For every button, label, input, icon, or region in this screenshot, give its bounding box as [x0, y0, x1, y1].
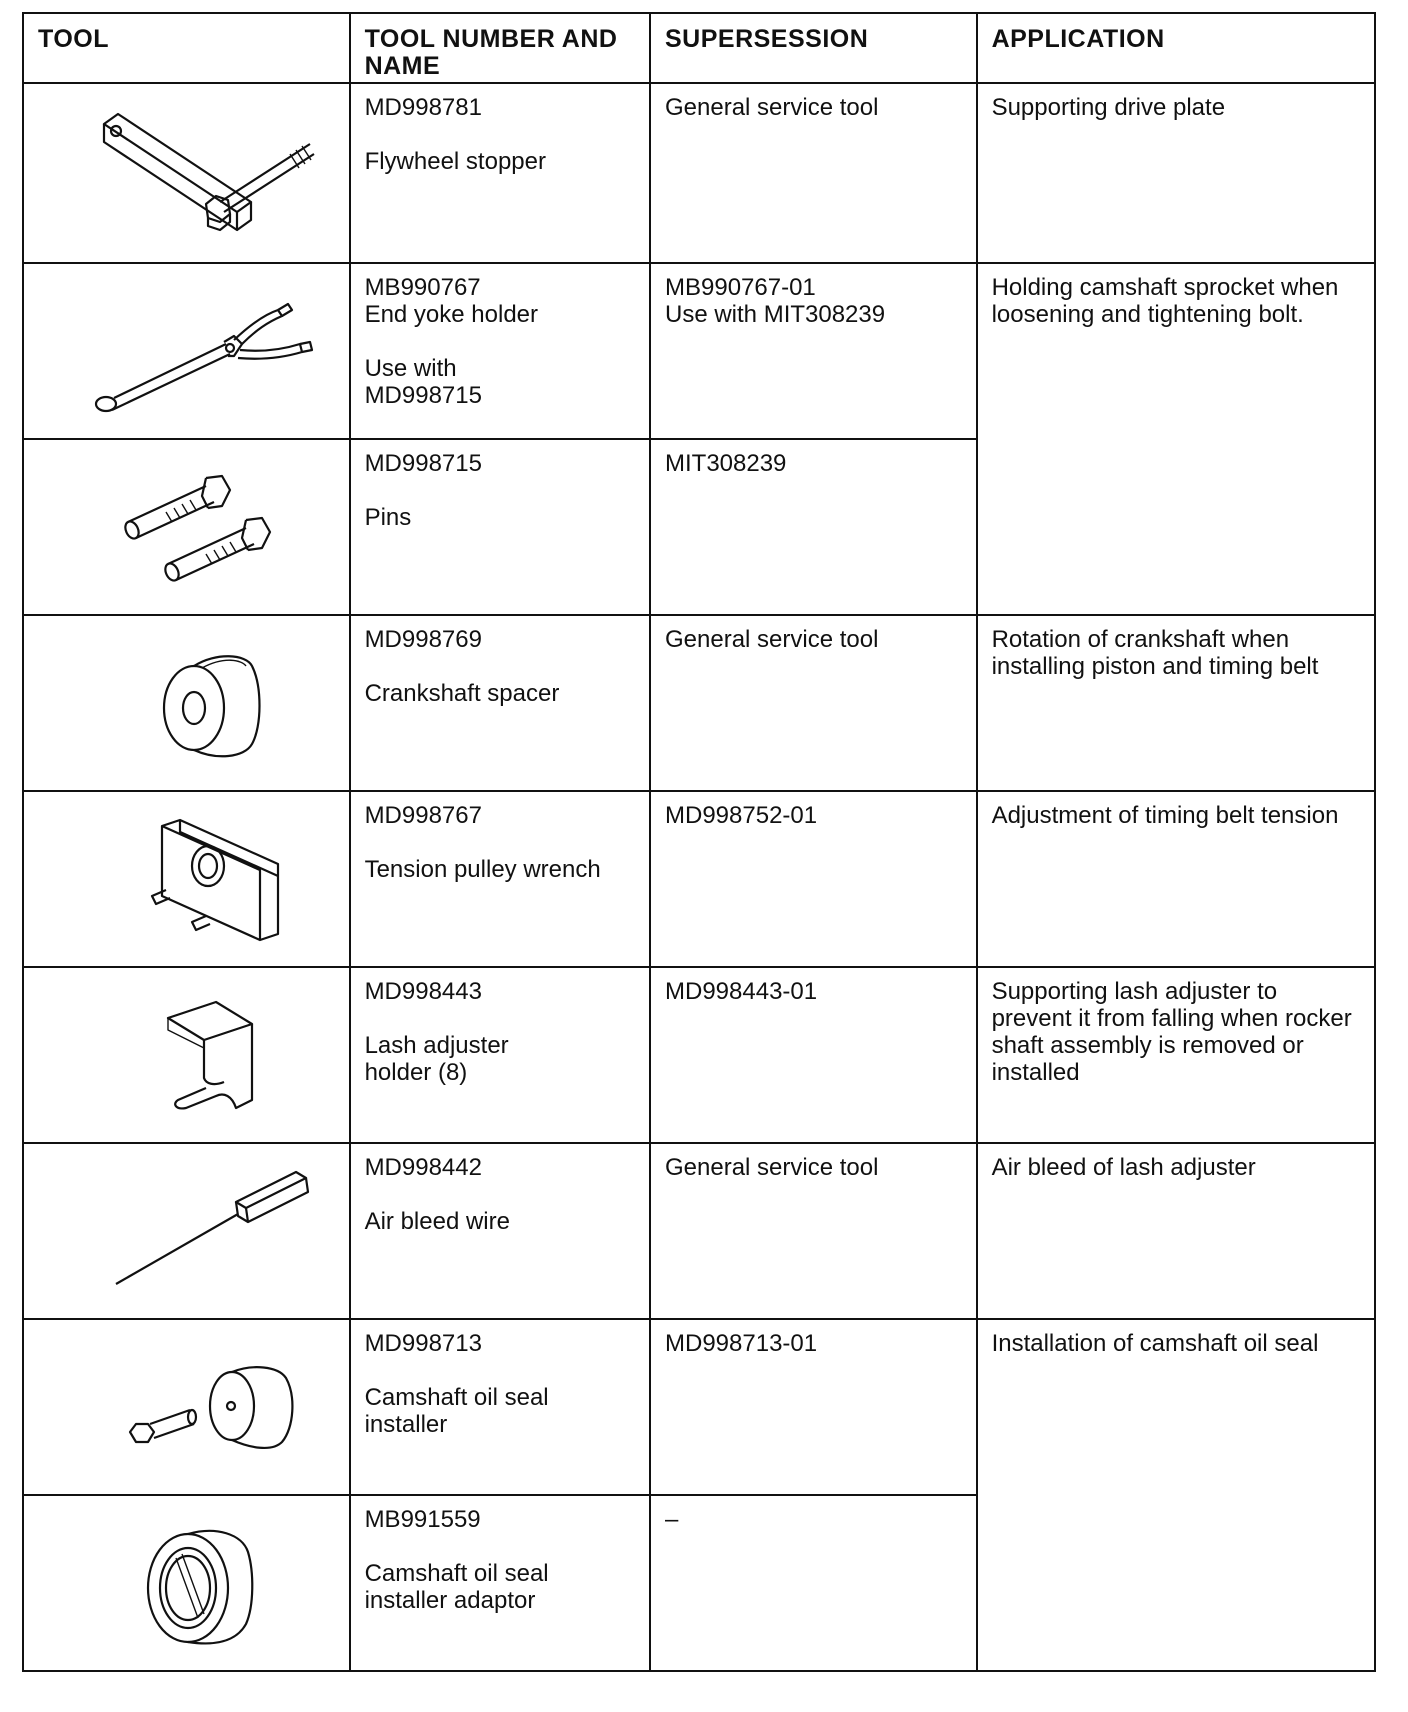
tool-image-cell [23, 83, 350, 263]
tool-number-name-cell [350, 439, 650, 615]
supersession-note: Use with MIT308239 [665, 301, 886, 328]
table-row [23, 615, 1375, 791]
tool-number-name-cell [350, 791, 650, 967]
tool-image-cell [23, 967, 350, 1143]
supersession-number: MB990767-01 [665, 274, 816, 301]
tool-name: Air bleed wire [364, 1208, 510, 1235]
tool-number: MD998442 [364, 1154, 482, 1181]
tool-number: MD998781 [364, 94, 482, 121]
supersession-cell [650, 263, 977, 439]
tool-number-name-cell [350, 615, 650, 791]
tool-image-cell [23, 791, 350, 967]
application-cell: Air bleed of lash adjuster [977, 1143, 1375, 1319]
supersession-cell: MD998752-01 [650, 791, 977, 967]
tool-number: MD998769 [364, 626, 482, 653]
tool-number-name-cell [350, 1495, 650, 1671]
header-supersession: SUPERSESSION [650, 13, 977, 83]
flywheel-stopper-icon [56, 84, 316, 254]
supersession-cell: General service tool [650, 615, 977, 791]
end-yoke-holder-icon [56, 264, 316, 434]
tool-name: Camshaft oil seal installer adaptor [364, 1560, 549, 1614]
tool-name: Flywheel stopper [364, 148, 546, 175]
tool-image-cell [23, 615, 350, 791]
supersession-cell: MD998443-01 [650, 967, 977, 1143]
tool-number: MD998713 [364, 1330, 482, 1357]
supersession-cell: MIT308239 [650, 439, 977, 615]
tool-number: MD998767 [364, 802, 482, 829]
tool-image-cell [23, 263, 350, 439]
tool-name: Camshaft oil seal installer [364, 1384, 549, 1438]
tool-number: MD998443 [364, 978, 482, 1005]
special-tools-table [22, 12, 1376, 1672]
header-row [23, 13, 1375, 83]
table-row [23, 1143, 1375, 1319]
header-application: APPLICATION [977, 13, 1375, 83]
application-cell: Holding camshaft sprocket when loosening and tightening bolt. [977, 263, 1375, 615]
tool-image-cell [23, 1143, 350, 1319]
tool-image-cell [23, 1495, 350, 1671]
camshaft-oil-seal-installer-icon [56, 1320, 316, 1490]
header-number-name: TOOL NUMBER AND NAME [350, 13, 650, 83]
air-bleed-wire-icon [56, 1144, 316, 1314]
tool-image-cell [23, 1319, 350, 1495]
tool-number-name-cell [350, 1319, 650, 1495]
pins-icon [56, 440, 316, 610]
application-cell: Adjustment of timing belt tension [977, 791, 1375, 967]
tool-image-cell [23, 439, 350, 615]
tool-number-name-cell [350, 83, 650, 263]
tool-name: Tension pulley wrench [364, 856, 601, 883]
tool-number-name-cell [350, 1143, 650, 1319]
crankshaft-spacer-icon [56, 616, 316, 786]
table-row [23, 1319, 1375, 1495]
table-row [23, 263, 1375, 439]
lash-adjuster-holder-icon [56, 968, 316, 1138]
tool-number: MB990767 [364, 274, 481, 301]
header-tool: TOOL [23, 13, 350, 83]
tool-number-name-cell [350, 263, 650, 439]
application-cell: Supporting drive plate [977, 83, 1375, 263]
tool-name: Pins [364, 504, 412, 531]
tension-pulley-wrench-icon [56, 792, 316, 962]
supersession-cell: MD998713-01 [650, 1319, 977, 1495]
table-row [23, 83, 1375, 263]
table-row [23, 967, 1375, 1143]
supersession-cell: – [650, 1495, 977, 1671]
tool-name: Crankshaft spacer [364, 680, 560, 707]
tool-number: MB991559 [364, 1506, 481, 1533]
camshaft-oil-seal-installer-adaptor-icon [56, 1496, 316, 1666]
supersession-cell: General service tool [650, 1143, 977, 1319]
tool-number: MD998715 [364, 450, 482, 477]
application-cell: Rotation of crankshaft when installing piston and timing belt [977, 615, 1375, 791]
tool-note: MD998715 [364, 382, 482, 409]
table-row [23, 791, 1375, 967]
application-cell: Supporting lash adjuster to prevent it from falling when rocker shaft assembly is removed or installed [977, 967, 1375, 1143]
tool-number-name-cell [350, 967, 650, 1143]
tool-note: Use with [364, 355, 457, 382]
tool-name: Lash adjuster holder (8) [364, 1032, 509, 1086]
tool-name: End yoke holder [364, 301, 539, 328]
supersession-cell: General service tool [650, 83, 977, 263]
application-cell: Installation of camshaft oil seal [977, 1319, 1375, 1671]
